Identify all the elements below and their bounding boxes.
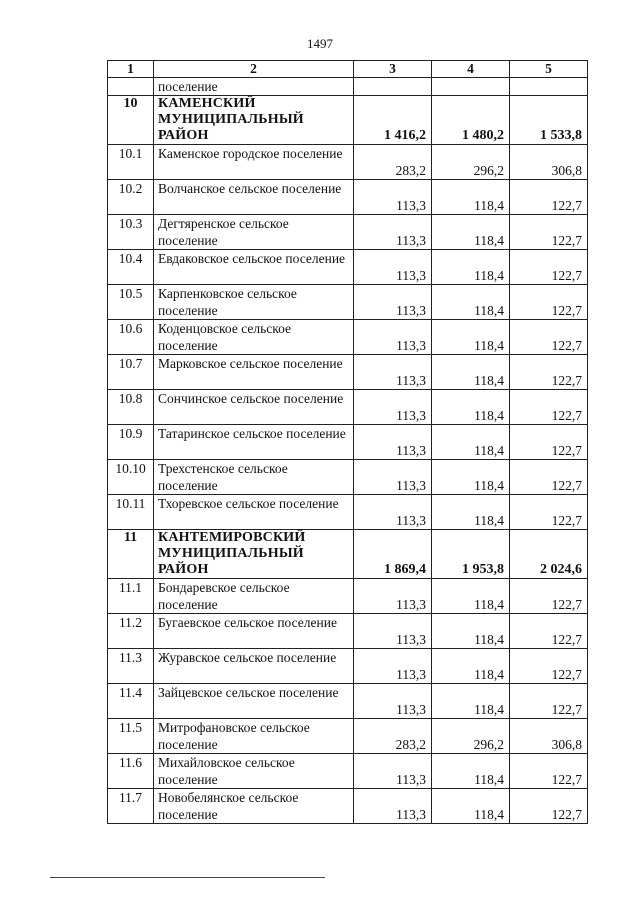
column-header: 3 (354, 61, 432, 78)
table-row (108, 789, 588, 824)
value-col4: 118,4 (432, 355, 510, 390)
row-name: Сончинское сельское поселение (154, 390, 354, 425)
value-col5: 122,7 (510, 215, 588, 250)
table-row (108, 425, 588, 460)
row-name: Митрофановское сельское поселение (154, 719, 354, 754)
footer-divider (50, 877, 325, 878)
value-col5: 2 024,6 (510, 530, 588, 579)
value-col5: 306,8 (510, 145, 588, 180)
table-row (108, 614, 588, 649)
table-row (108, 719, 588, 754)
row-number: 11.6 (108, 754, 154, 789)
value-col5: 122,7 (510, 614, 588, 649)
table-row (108, 78, 588, 96)
row-name: Марковское сельское поселение (154, 355, 354, 390)
value-col5: 122,7 (510, 460, 588, 495)
row-number: 10.8 (108, 390, 154, 425)
table-row (108, 495, 588, 530)
table-row (108, 215, 588, 250)
value-col3 (354, 78, 432, 96)
value-col4: 118,4 (432, 390, 510, 425)
row-number: 10.5 (108, 285, 154, 320)
row-number: 11.2 (108, 614, 154, 649)
table-row (108, 320, 588, 355)
value-col5: 122,7 (510, 320, 588, 355)
row-name: Трехстенское сельское поселение (154, 460, 354, 495)
row-number: 11 (108, 530, 154, 579)
district-row (108, 96, 588, 145)
value-col4: 118,4 (432, 614, 510, 649)
value-col4: 118,4 (432, 649, 510, 684)
row-number: 10.4 (108, 250, 154, 285)
value-col4: 118,4 (432, 789, 510, 824)
row-number: 11.7 (108, 789, 154, 824)
row-number: 10.9 (108, 425, 154, 460)
value-col5: 122,7 (510, 355, 588, 390)
value-col4 (432, 78, 510, 96)
value-col3: 283,2 (354, 719, 432, 754)
row-name: Новобелянское сельское поселение (154, 789, 354, 824)
value-col4: 118,4 (432, 495, 510, 530)
row-number: 11.5 (108, 719, 154, 754)
row-number: 10.10 (108, 460, 154, 495)
row-number: 11.3 (108, 649, 154, 684)
table-row (108, 145, 588, 180)
column-header: 2 (154, 61, 354, 78)
row-number: 11.4 (108, 684, 154, 719)
page-number: 1497 (307, 36, 333, 51)
table-body (108, 78, 588, 824)
value-col3: 1 416,2 (354, 96, 432, 145)
value-col4: 118,4 (432, 684, 510, 719)
value-col5: 122,7 (510, 684, 588, 719)
table-row (108, 684, 588, 719)
row-number: 10.3 (108, 215, 154, 250)
row-number: 10.7 (108, 355, 154, 390)
value-col3: 113,3 (354, 754, 432, 789)
table-row (108, 390, 588, 425)
value-col4: 118,4 (432, 320, 510, 355)
value-col3: 113,3 (354, 614, 432, 649)
table-row (108, 285, 588, 320)
value-col3: 113,3 (354, 649, 432, 684)
value-col3: 113,3 (354, 215, 432, 250)
value-col3: 113,3 (354, 425, 432, 460)
row-number: 10.11 (108, 495, 154, 530)
row-name: Каменское городское поселение (154, 145, 354, 180)
value-col4: 1 953,8 (432, 530, 510, 579)
value-col3: 113,3 (354, 495, 432, 530)
table-row (108, 579, 588, 614)
value-col3: 113,3 (354, 250, 432, 285)
value-col4: 296,2 (432, 145, 510, 180)
budget-table (107, 60, 588, 824)
value-col4: 1 480,2 (432, 96, 510, 145)
value-col3: 113,3 (354, 579, 432, 614)
value-col4: 118,4 (432, 460, 510, 495)
row-name: КАНТЕМИРОВСКИЙ МУНИЦИПАЛЬНЫЙ РАЙОН (154, 530, 354, 579)
row-name: Евдаковское сельское поселение (154, 250, 354, 285)
value-col5: 122,7 (510, 390, 588, 425)
row-name: Михайловское сельское поселение (154, 754, 354, 789)
value-col5: 306,8 (510, 719, 588, 754)
row-name: Зайцевское сельское поселение (154, 684, 354, 719)
value-col3: 113,3 (354, 789, 432, 824)
row-name: Карпенковское сельское поселение (154, 285, 354, 320)
row-name: КАМЕНСКИЙ МУНИЦИПАЛЬНЫЙ РАЙОН (154, 96, 354, 145)
value-col5: 122,7 (510, 789, 588, 824)
value-col3: 113,3 (354, 355, 432, 390)
row-number (108, 78, 154, 96)
row-name: Журавское сельское поселение (154, 649, 354, 684)
value-col4: 118,4 (432, 285, 510, 320)
value-col3: 113,3 (354, 320, 432, 355)
value-col4: 118,4 (432, 250, 510, 285)
value-col3: 1 869,4 (354, 530, 432, 579)
district-row (108, 530, 588, 579)
row-name: Бондаревское сельское поселение (154, 579, 354, 614)
value-col3: 113,3 (354, 390, 432, 425)
value-col4: 118,4 (432, 215, 510, 250)
value-col4: 118,4 (432, 754, 510, 789)
column-header: 1 (108, 61, 154, 78)
row-name: Дегтяренское сельское поселение (154, 215, 354, 250)
column-header: 4 (432, 61, 510, 78)
value-col5 (510, 78, 588, 96)
row-number: 11.1 (108, 579, 154, 614)
row-name: Коденцовское сельское поселение (154, 320, 354, 355)
value-col4: 296,2 (432, 719, 510, 754)
column-header: 5 (510, 61, 588, 78)
table-row (108, 355, 588, 390)
row-number: 10 (108, 96, 154, 145)
row-number: 10.6 (108, 320, 154, 355)
value-col3: 113,3 (354, 285, 432, 320)
row-name: Татаринское сельское поселение (154, 425, 354, 460)
value-col3: 113,3 (354, 684, 432, 719)
value-col3: 113,3 (354, 180, 432, 215)
value-col5: 122,7 (510, 649, 588, 684)
value-col4: 118,4 (432, 579, 510, 614)
value-col4: 118,4 (432, 425, 510, 460)
row-name: Тхоревское сельское поселение (154, 495, 354, 530)
row-name: Бугаевское сельское поселение (154, 614, 354, 649)
value-col5: 122,7 (510, 425, 588, 460)
value-col4: 118,4 (432, 180, 510, 215)
row-number: 10.1 (108, 145, 154, 180)
table-header-row (108, 61, 588, 78)
table-row (108, 180, 588, 215)
value-col5: 122,7 (510, 579, 588, 614)
value-col5: 1 533,8 (510, 96, 588, 145)
row-number: 10.2 (108, 180, 154, 215)
table-row (108, 649, 588, 684)
row-name: Волчанское сельское поселение (154, 180, 354, 215)
value-col3: 283,2 (354, 145, 432, 180)
table-row (108, 250, 588, 285)
value-col5: 122,7 (510, 180, 588, 215)
value-col5: 122,7 (510, 495, 588, 530)
value-col3: 113,3 (354, 460, 432, 495)
table-row (108, 460, 588, 495)
table-row (108, 754, 588, 789)
value-col5: 122,7 (510, 285, 588, 320)
value-col5: 122,7 (510, 754, 588, 789)
value-col5: 122,7 (510, 250, 588, 285)
row-name: поселение (154, 78, 354, 96)
